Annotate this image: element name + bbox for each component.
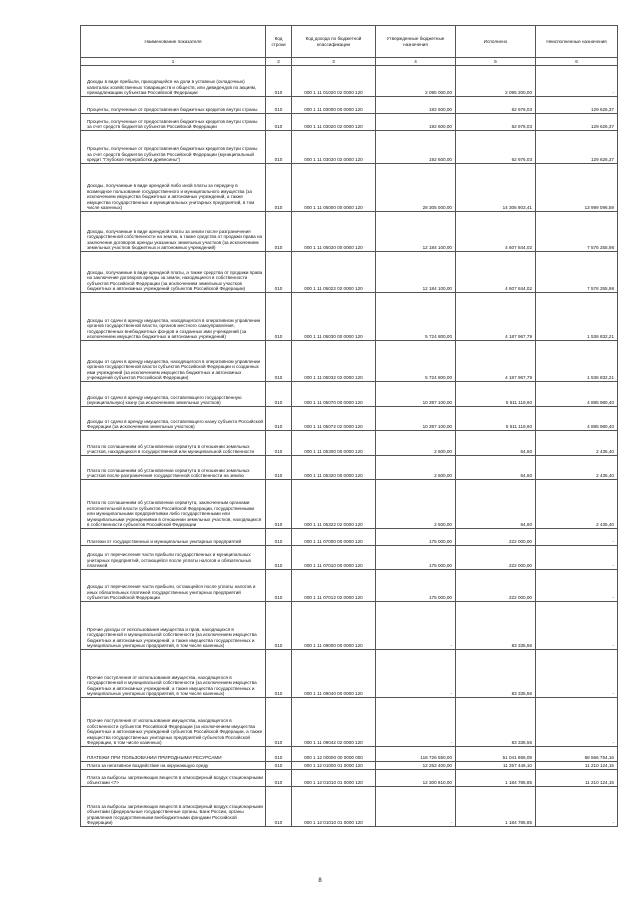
row-name: ПЛАТЕЖИ ПРИ ПОЛЬЗОВАНИИ ПРИРОДНЫМИ РЕСУРСАМИ: [81, 747, 266, 762]
table-row: [81, 480, 618, 529]
header-approved: Утвержденные бюджетные назначения: [376, 26, 456, 58]
row-name: Плата за негативное воздействие на окружающую среду: [81, 762, 266, 770]
row-unexecuted: -: [536, 546, 618, 570]
table-row: [81, 762, 618, 770]
row-kbk: 000 1 12 01000 01 0000 120: [292, 762, 376, 770]
row-approved: 192 600,00: [376, 114, 456, 131]
row-name: Доходы от перечисления части прибыли государственных и муниципальных унитарных предприятий, остающейся после уплаты налогов и обязательных платежей: [81, 546, 266, 570]
row-name: Доходы от сдачи в аренду имущества, находящегося в оперативном управлении органов государственной власти, органов местного самоуправления, государственных внебюджетных фондов и созданных ими учреждений (за исключением имущества бюджетных и автономных учреждений): [81, 293, 266, 341]
table-row: [81, 570, 618, 602]
row-name: Прочие доходы от использования имущества и прав, находящихся в государственной и муниципальной собственности (за исключением имущества бюджетных и автономных учреждений, а также имущества государственных и муниципальных унитарных предприятий, в том числе казенных): [81, 602, 266, 650]
row-kbk: 000 1 11 05320 00 0000 120: [292, 456, 376, 480]
table-row: [81, 407, 618, 431]
row-approved: -: [376, 787, 456, 827]
column-number-row: [81, 58, 618, 66]
row-approved: 175 000,00: [376, 546, 456, 570]
row-name: Проценты, полученные от предоставления бюджетных кредитов внутри страны: [81, 97, 266, 114]
row-kbk: 000 1 11 09040 00 0000 120: [292, 650, 376, 698]
row-kbk: 000 1 11 07012 02 0000 120: [292, 570, 376, 602]
row-unexecuted: -: [536, 529, 618, 546]
row-unexecuted: 2 435,40: [536, 431, 618, 456]
row-executed: 64,60: [456, 456, 536, 480]
row-kbk: 000 1 11 05000 00 0000 120: [292, 164, 376, 212]
page-number: 8: [318, 878, 322, 884]
row-executed: 11 257 446,10: [456, 762, 536, 770]
row-code: 010: [266, 480, 292, 529]
row-code: 010: [266, 114, 292, 131]
row-name: Плата по соглашениям об установлении сервитута в отношении земельных участков, находящихся в государственной или муниципальной собственности: [81, 431, 266, 456]
table-row: [81, 456, 618, 480]
row-approved: -: [376, 650, 456, 698]
row-code: 010: [266, 212, 292, 252]
table-row: [81, 97, 618, 114]
row-kbk: 000 1 11 03020 02 0000 120: [292, 114, 376, 131]
row-approved: 2 500,00: [376, 480, 456, 529]
row-unexecuted: 68 566 764,16: [536, 747, 618, 762]
row-approved: 192 600,00: [376, 97, 456, 114]
row-name: Плата по соглашениям об установлении сервитута, заключенным органами исполнительной власти субъектов Российской Федерации, государственными или муниципальными предприятиями либо государственными или муниципальными учреждениями в отношении земельных участков, находящихся в собственности субъектов Российской Федерации: [81, 480, 266, 529]
column-number: 2: [266, 58, 292, 66]
row-executed: 83 335,56: [456, 698, 536, 747]
row-unexecuted: -: [536, 66, 618, 97]
row-code: 010: [266, 770, 292, 787]
row-unexecuted: -: [536, 570, 618, 602]
row-executed: 64,60: [456, 431, 536, 456]
row-executed: 4 607 844,02: [456, 252, 536, 293]
row-approved: 10 397 100,00: [376, 407, 456, 431]
row-code: 010: [266, 570, 292, 602]
row-name: Доходы, получаемые в виде арендной платы за земли после разграничения государственной собственности на землю, а также средства от продажи права на заключение договоров аренды указанных земельных участков (за исключением земельных участков бюджетных и автономных учреждений): [81, 212, 266, 252]
row-unexecuted: 1 536 832,21: [536, 293, 618, 341]
row-executed: 2 095 200,00: [456, 66, 536, 97]
row-code: 010: [266, 97, 292, 114]
row-code: 010: [266, 762, 292, 770]
row-name: Доходы от перечисления части прибыли, остающейся после уплаты налогов и иных обязательных платежей государственных унитарных предприятий субъектов Российской Федерации: [81, 570, 266, 602]
header-unexecuted: Неисполненные назначения: [536, 26, 618, 58]
row-name: Доходы, получаемые в виде арендной платы, а также средства от продажи права на заключение договоров аренды за земли, находящиеся в собственности субъектов Российской Федерации (за исключением земельных участков бюджетных и автономных учреждений субъектов Российской Федерации): [81, 252, 266, 293]
row-executed: 222 000,00: [456, 529, 536, 546]
row-unexecuted: 13 999 096,59: [536, 164, 618, 212]
row-approved: 175 000,00: [376, 529, 456, 546]
row-approved: 2 095 000,00: [376, 66, 456, 97]
row-kbk: 000 1 11 03020 02 0000 120: [292, 131, 376, 164]
row-unexecuted: 11 210 124,15: [536, 762, 618, 770]
table-row: [81, 341, 618, 382]
row-kbk: 000 1 12 01010 01 0000 120: [292, 787, 376, 827]
row-code: 010: [266, 431, 292, 456]
row-name: Плата за выбросы загрязняющих веществ в атмосферный воздух стационарными объектами (федеральные государственные органы, Банк России, органы управления государственными внебюджетными фондами Российской Федерации): [81, 787, 266, 827]
table-row: [81, 131, 618, 164]
row-code: 010: [266, 747, 292, 762]
column-number: 5: [456, 58, 536, 66]
table-row: [81, 787, 618, 827]
row-executed: 222 000,00: [456, 546, 536, 570]
row-code: 010: [266, 456, 292, 480]
table-row: [81, 382, 618, 407]
table-row: [81, 431, 618, 456]
row-unexecuted: 129 626,37: [536, 114, 618, 131]
row-approved: 2 500,00: [376, 456, 456, 480]
revenue-table: [80, 25, 618, 827]
row-approved: -: [376, 698, 456, 747]
row-unexecuted: 11 210 124,15: [536, 770, 618, 787]
table-row: [81, 252, 618, 293]
row-executed: 4 187 967,79: [456, 341, 536, 382]
row-approved: 175 000,00: [376, 570, 456, 602]
row-executed: 62 976,03: [456, 131, 536, 164]
header-name: Наименование показателя: [81, 26, 266, 58]
row-name: Доходы в виде прибыли, приходящейся на доли в уставных (складочных) капиталах хозяйственных товариществ и обществ, или дивидендов по акциям, принадлежащим субъектам Российской Федерации: [81, 66, 266, 97]
row-code: 010: [266, 382, 292, 407]
row-unexecuted: -: [536, 698, 618, 747]
table-row: [81, 770, 618, 787]
row-kbk: 000 1 11 07000 00 0000 120: [292, 529, 376, 546]
table-row: [81, 212, 618, 252]
row-kbk: 000 1 11 05032 02 0000 120: [292, 341, 376, 382]
row-kbk: 000 1 11 05020 00 0000 120: [292, 212, 376, 252]
table-row: [81, 164, 618, 212]
row-code: 010: [266, 698, 292, 747]
row-name: Проценты, полученные от предоставления бюджетных кредитов внутри страны за счет средств бюджетов субъектов Российской Федерации (муниципальный кредит "Глубокое переработки древесины"): [81, 131, 266, 164]
table-row: [81, 602, 618, 650]
column-number: 6: [536, 58, 618, 66]
row-executed: 62 976,03: [456, 97, 536, 114]
row-kbk: 000 1 11 05022 02 0000 120: [292, 252, 376, 293]
row-executed: 83 335,56: [456, 602, 536, 650]
row-unexecuted: 7 576 255,98: [536, 252, 618, 293]
row-name: Доходы от сдачи в аренду имущества, составляющего казну субъекта Российской Федерации (за исключением земельных участков): [81, 407, 266, 431]
row-approved: 10 397 100,00: [376, 382, 456, 407]
row-code: 010: [266, 66, 292, 97]
row-unexecuted: -: [536, 602, 618, 650]
row-unexecuted: -: [536, 650, 618, 698]
row-kbk: 000 1 11 05072 02 0000 120: [292, 407, 376, 431]
row-name: Доходы от сдачи в аренду имущества, составляющего государственную (муниципальную) казну (за исключением земельных участков): [81, 382, 266, 407]
row-executed: 1 184 785,85: [456, 787, 536, 827]
table-row: [81, 650, 618, 698]
row-code: 010: [266, 293, 292, 341]
table-row: [81, 529, 618, 546]
row-kbk: 000 1 11 01020 02 0000 120: [292, 66, 376, 97]
row-unexecuted: 2 435,40: [536, 480, 618, 529]
row-code: 010: [266, 131, 292, 164]
row-code: 010: [266, 787, 292, 827]
row-approved: 118 726 550,00: [376, 747, 456, 762]
row-executed: 4 607 844,02: [456, 212, 536, 252]
header-code: Код строки: [266, 26, 292, 58]
row-approved: 192 600,00: [376, 131, 456, 164]
row-approved: 12 184 100,00: [376, 252, 456, 293]
header-row: [81, 26, 618, 58]
row-unexecuted: 4 885 980,40: [536, 407, 618, 431]
row-unexecuted: 4 885 980,40: [536, 382, 618, 407]
row-unexecuted: 129 626,37: [536, 97, 618, 114]
row-code: 010: [266, 341, 292, 382]
row-approved: 5 724 800,00: [376, 341, 456, 382]
row-name: Плата за выбросы загрязняющих веществ в атмосферный воздух стационарными объектами <7>: [81, 770, 266, 787]
row-unexecuted: 1 536 832,21: [536, 341, 618, 382]
row-approved: -: [376, 602, 456, 650]
row-name: Прочие поступления от использования имущества, находящегося в собственности субъектов Российской Федерации (за исключением имущества бюджетных и автономных учреждений субъектов Российской Федерации, а также имущества государственных унитарных предприятий субъектов Российской Федерации, в том числе казенных): [81, 698, 266, 747]
row-kbk: 000 1 11 03000 00 0000 120: [292, 97, 376, 114]
column-number: 4: [376, 58, 456, 66]
row-executed: 51 041 966,09: [456, 747, 536, 762]
table-row: [81, 66, 618, 97]
row-name: Плата по соглашениям об установлении сервитута в отношении земельных участков после разграничения государственной собственности на землю: [81, 456, 266, 480]
row-unexecuted: 2 435,40: [536, 456, 618, 480]
row-kbk: 000 1 11 05030 00 0000 120: [292, 293, 376, 341]
row-executed: 4 187 967,79: [456, 293, 536, 341]
row-kbk: 000 1 12 01010 01 0000 120: [292, 770, 376, 787]
table-row: [81, 747, 618, 762]
row-approved: 2 500,00: [376, 431, 456, 456]
budget-report-sheet: [80, 25, 617, 827]
row-kbk: 000 1 12 00000 00 0000 000: [292, 747, 376, 762]
row-kbk: 000 1 11 09042 02 0000 120: [292, 698, 376, 747]
row-kbk: 000 1 11 05070 00 0000 120: [292, 382, 376, 407]
row-approved: 12 184 100,00: [376, 212, 456, 252]
row-unexecuted: -: [536, 787, 618, 827]
column-number: 1: [81, 58, 266, 66]
table-row: [81, 114, 618, 131]
row-name: Платежи от государственных и муниципальных унитарных предприятий: [81, 529, 266, 546]
table-row: [81, 293, 618, 341]
row-code: 010: [266, 546, 292, 570]
row-executed: 5 511 119,60: [456, 407, 536, 431]
row-executed: 5 511 119,60: [456, 382, 536, 407]
row-executed: 14 306 903,41: [456, 164, 536, 212]
row-executed: 64,60: [456, 480, 536, 529]
table-row: [81, 546, 618, 570]
row-approved: 28 305 000,00: [376, 164, 456, 212]
table-body: [81, 66, 618, 827]
row-name: Доходы от сдачи в аренду имущества, находящегося в оперативном управлении органов государственной власти субъектов Российской Федерации и созданных ими учреждений (за исключением имущества бюджетных и автономных учреждений субъектов Российской Федерации): [81, 341, 266, 382]
row-kbk: 000 1 11 05322 02 0000 120: [292, 480, 376, 529]
row-kbk: 000 1 11 09000 00 0000 120: [292, 602, 376, 650]
header-kbk: Код дохода по бюджетной классификации: [292, 26, 376, 58]
column-number: 3: [292, 58, 376, 66]
table-row: [81, 698, 618, 747]
row-name: Проценты, полученные от предоставления бюджетных кредитов внутри страны за счет средств бюджетов субъектов Российской Федерации: [81, 114, 266, 131]
row-unexecuted: 129 626,37: [536, 131, 618, 164]
row-code: 010: [266, 164, 292, 212]
row-executed: 1 184 785,85: [456, 770, 536, 787]
header-executed: Исполнено: [456, 26, 536, 58]
row-kbk: 000 1 11 05300 00 0000 120: [292, 431, 376, 456]
row-unexecuted: 7 576 255,98: [536, 212, 618, 252]
row-name: Прочие поступления от использования имущества, находящегося в государственной и муниципальной собственности (за исключением имущества бюджетных и автономных учреждений, а также имущества государственных и муниципальных унитарных предприятий, в том числе казенных): [81, 650, 266, 698]
row-approved: 12 252 400,00: [376, 762, 456, 770]
row-name: Доходы, получаемые в виде арендной либо иной платы за передачу в возмездное пользование государственного и муниципального имущества (за исключением имущества бюджетных и автономных учреждений, а также имущества государственных и муниципальных унитарных предприятий, в том числе казенных): [81, 164, 266, 212]
row-code: 010: [266, 650, 292, 698]
row-approved: 12 300 810,00: [376, 770, 456, 787]
row-kbk: 000 1 11 07010 00 0000 120: [292, 546, 376, 570]
row-code: 010: [266, 529, 292, 546]
row-executed: 83 335,56: [456, 650, 536, 698]
row-executed: 222 000,00: [456, 570, 536, 602]
row-code: 010: [266, 252, 292, 293]
row-code: 010: [266, 407, 292, 431]
row-executed: 62 976,03: [456, 114, 536, 131]
row-code: 010: [266, 602, 292, 650]
row-approved: 5 724 800,00: [376, 293, 456, 341]
